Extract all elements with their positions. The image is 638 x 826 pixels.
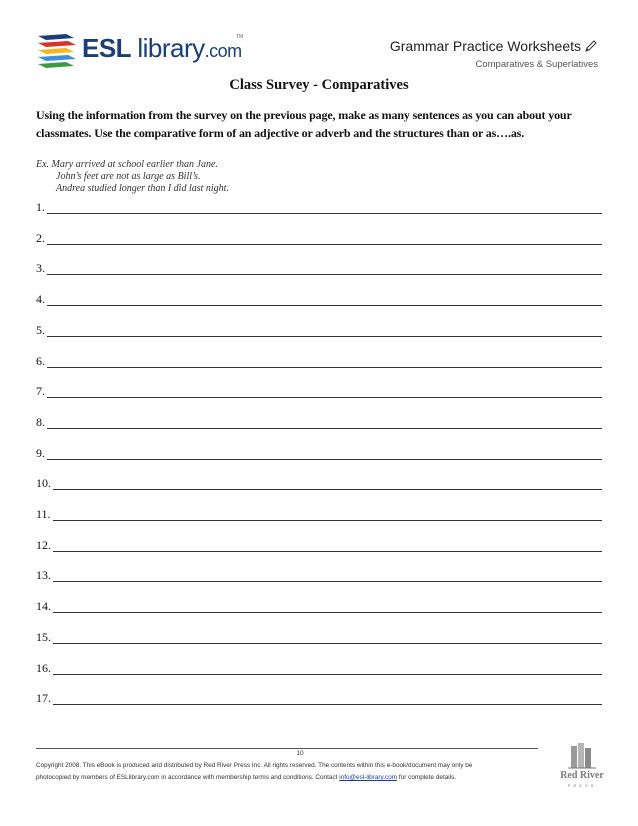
answer-line[interactable]	[36, 689, 602, 705]
example-line: John’s feet are not as large as Bill’s.	[56, 171, 201, 182]
writing-line[interactable]	[47, 231, 602, 245]
answer-line[interactable]	[36, 352, 602, 368]
instructions: Using the information from the survey on the previous page, make as many sentences as you can about your classmates. Use the comparative form of an adjective or adverb and the structures than or as….as.	[36, 108, 572, 140]
answer-line[interactable]	[36, 198, 602, 214]
line-number: 3.	[36, 261, 45, 276]
line-number: 10.	[36, 476, 51, 491]
writing-line[interactable]	[47, 384, 602, 398]
writing-line[interactable]	[47, 323, 602, 337]
pencil-icon	[584, 39, 598, 56]
logo-wordmark: ESL library.com	[82, 33, 242, 63]
books-icon	[554, 740, 610, 770]
line-number: 12.	[36, 537, 51, 552]
line-number: 9.	[36, 445, 45, 460]
line-number: 8.	[36, 414, 45, 429]
writing-line[interactable]	[53, 630, 602, 644]
line-number: 13.	[36, 568, 51, 583]
line-number: 17.	[36, 691, 51, 706]
line-number: 4.	[36, 292, 45, 307]
page-number: 10	[296, 750, 304, 757]
page-title: Class Survey - Comparatives	[229, 77, 409, 93]
writing-line[interactable]	[53, 476, 602, 490]
footer-divider	[36, 748, 538, 749]
writing-line[interactable]	[53, 507, 602, 521]
series-title: Grammar Practice Worksheets	[390, 38, 598, 56]
answer-line[interactable]	[36, 229, 602, 245]
copyright-line: photocopied by members of ESLlibrary.com in accordance with membership terms and conditions. Contact info@esl-library.com for complete details.	[36, 774, 457, 781]
line-number: 2.	[36, 230, 45, 245]
answer-line[interactable]	[36, 628, 602, 644]
answer-line[interactable]	[36, 259, 602, 275]
line-number: 15.	[36, 629, 51, 644]
writing-line[interactable]	[47, 415, 602, 429]
writing-line[interactable]	[53, 599, 602, 613]
answer-line[interactable]	[36, 536, 602, 552]
series-subtitle: Comparatives & Superlatives	[475, 59, 598, 70]
line-number: 5.	[36, 322, 45, 337]
copyright-notice	[36, 760, 556, 784]
writing-line[interactable]	[47, 354, 602, 368]
red-river-press-logo	[554, 740, 610, 790]
publisher-sub: PRESS	[567, 783, 597, 788]
writing-line[interactable]	[47, 292, 602, 306]
contact-email-link[interactable]: info@esl-library.com	[339, 774, 398, 781]
trademark-mark: TM	[236, 34, 244, 40]
answer-line[interactable]	[36, 444, 602, 460]
line-number: 11.	[36, 507, 51, 521]
answer-line[interactable]	[36, 290, 602, 306]
writing-line[interactable]	[47, 261, 602, 275]
example-line: Andrea studied longer than I did last night.	[56, 183, 229, 194]
writing-line[interactable]	[53, 661, 602, 675]
answer-line[interactable]	[36, 659, 602, 675]
answer-line[interactable]	[36, 505, 602, 521]
copyright-line: Copyright 2008. This eBook is produced and distributed by Red River Press Inc. All rights reserved. The contents within this e-book/document may only be	[36, 762, 473, 769]
writing-line[interactable]	[47, 446, 602, 460]
line-number: 6.	[36, 353, 45, 368]
answer-line[interactable]	[36, 321, 602, 337]
line-number: 7.	[36, 384, 45, 399]
answer-line[interactable]	[36, 382, 602, 398]
writing-line[interactable]	[47, 200, 602, 214]
esl-library-logo[interactable]	[36, 30, 246, 74]
answer-line[interactable]	[36, 474, 602, 490]
writing-line[interactable]	[53, 538, 602, 552]
answer-line[interactable]	[36, 566, 602, 582]
example-line: Ex. Mary arrived at school earlier than Jane.	[36, 159, 218, 170]
publisher-name: Red River	[560, 770, 604, 781]
line-number: 16.	[36, 660, 51, 675]
answer-line[interactable]	[36, 597, 602, 613]
answer-line[interactable]	[36, 413, 602, 429]
line-number: 14.	[36, 599, 51, 614]
books-stack-icon	[36, 30, 80, 70]
examples	[36, 159, 229, 195]
line-number: 1.	[36, 200, 45, 214]
writing-line[interactable]	[53, 568, 602, 582]
writing-line[interactable]	[53, 691, 602, 705]
